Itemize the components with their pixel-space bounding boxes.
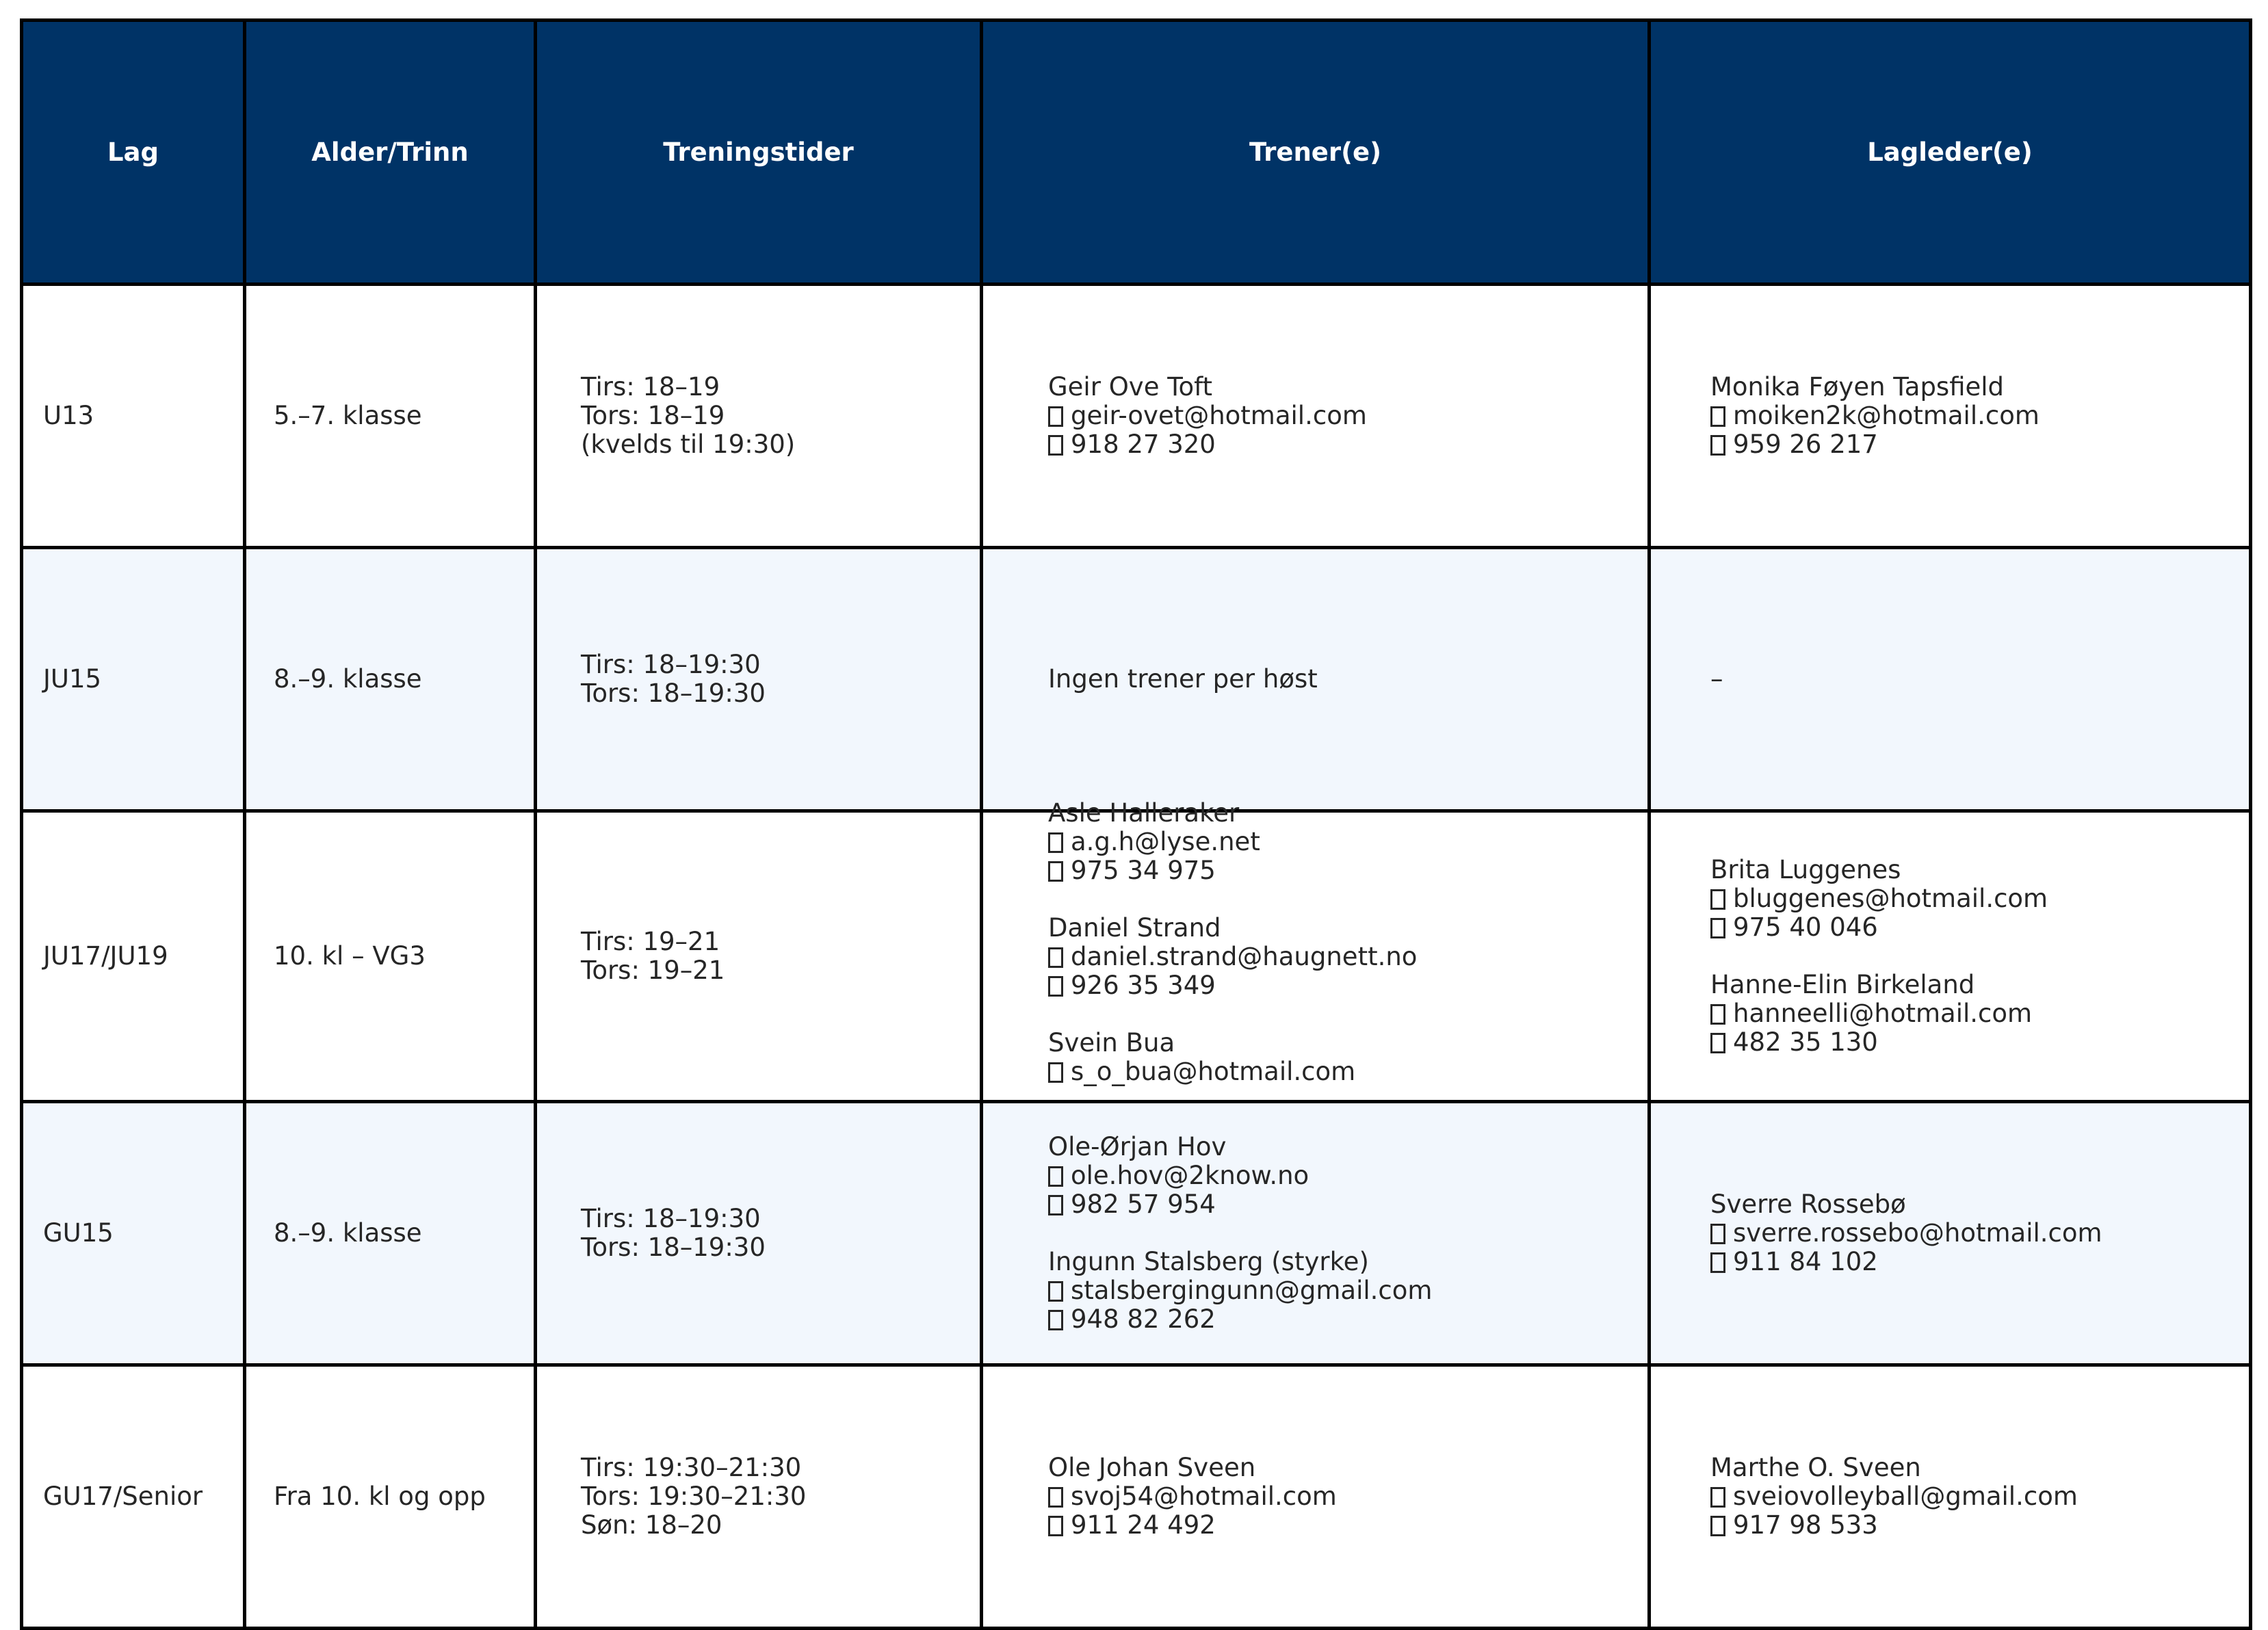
phone-icon (1710, 918, 1725, 938)
manager-phone[interactable]: 975 40 046 (1733, 912, 1878, 942)
phone-icon (1710, 1516, 1725, 1536)
training-time: Tirs: 18–19 (581, 372, 720, 402)
times-cell (536, 811, 982, 1102)
email-icon (1048, 1281, 1063, 1302)
email-icon (1710, 1224, 1725, 1244)
times-cell (536, 548, 982, 811)
manager-email[interactable]: sveiovolleyball@gmail.com (1733, 1482, 2078, 1511)
manager-phone[interactable]: 959 26 217 (1733, 430, 1878, 459)
team-name: U13 (43, 401, 94, 430)
table-row (22, 1365, 2251, 1629)
email-icon (1710, 889, 1725, 910)
age-group: 8.–9. klasse (274, 1218, 422, 1248)
manager-phone[interactable]: 911 84 102 (1733, 1247, 1878, 1276)
spacer (1048, 1000, 1647, 1029)
header-team: Lag (22, 21, 245, 285)
manager-phone[interactable]: 917 98 533 (1733, 1510, 1878, 1540)
team-name: GU15 (43, 1218, 114, 1248)
email-icon (1048, 947, 1063, 968)
team-name: JU15 (43, 664, 102, 694)
email-icon (1710, 1487, 1725, 1508)
no-coach-note: Ingen trener per høst (1048, 664, 1318, 694)
training-time: Tirs: 18–19:30 (581, 1204, 761, 1233)
managers-cell (1650, 285, 2251, 548)
team-name: JU17/JU19 (43, 941, 168, 971)
coach-name: Ole Johan Sveen (1048, 1453, 1256, 1482)
training-time: Tirs: 18–19:30 (581, 650, 761, 679)
header-row (22, 21, 2251, 285)
coach-email[interactable]: svoj54@hotmail.com (1071, 1482, 1337, 1511)
team-cell (22, 285, 245, 548)
email-icon (1048, 406, 1063, 427)
coach-phone[interactable]: 926 35 349 (1071, 971, 1216, 1000)
coach-name: Asle Halleraker (1048, 798, 1240, 828)
training-time: Tors: 19:30–21:30 (581, 1482, 807, 1511)
manager-email[interactable]: moiken2k@hotmail.com (1733, 401, 2039, 430)
manager-name: Marthe O. Sveen (1710, 1453, 1921, 1482)
training-time: Tors: 18–19 (581, 401, 725, 430)
manager-name: Monika Føyen Tapsfield (1710, 372, 2005, 402)
email-icon (1710, 1004, 1725, 1025)
phone-icon (1048, 1516, 1063, 1536)
coach-email[interactable]: a.g.h@lyse.net (1071, 827, 1260, 856)
header-coaches: Trener(e) (982, 21, 1650, 285)
coaches-cell (982, 548, 1650, 811)
age-group: 5.–7. klasse (274, 401, 422, 430)
age-cell (245, 285, 536, 548)
times-cell (536, 1102, 982, 1365)
coach-email[interactable]: geir-ovet@hotmail.com (1071, 401, 1367, 430)
phone-icon (1710, 1033, 1725, 1053)
team-cell (22, 1365, 245, 1629)
email-icon (1048, 832, 1063, 853)
team-name: GU17/Senior (43, 1482, 203, 1511)
age-cell (245, 1102, 536, 1365)
manager-email[interactable]: hanneelli@hotmail.com (1733, 999, 2033, 1028)
email-icon (1048, 1487, 1063, 1508)
age-cell (245, 548, 536, 811)
spacer (1048, 885, 1647, 914)
age-cell (245, 811, 536, 1102)
spacer (1048, 1219, 1647, 1248)
coaches-cell (982, 1102, 1650, 1365)
phone-icon (1710, 1252, 1725, 1273)
phone-icon (1048, 1310, 1063, 1330)
phone-icon (1710, 435, 1725, 456)
coach-name: Daniel Strand (1048, 913, 1221, 943)
coach-email[interactable]: daniel.strand@haugnett.no (1071, 942, 1418, 971)
manager-email[interactable]: bluggenes@hotmail.com (1733, 884, 2048, 913)
coach-email[interactable]: s_o_bua@hotmail.com (1071, 1057, 1356, 1086)
managers-cell (1650, 1365, 2251, 1629)
training-time: (kvelds til 19:30) (581, 430, 796, 459)
coach-email[interactable]: ole.hov@2know.no (1071, 1161, 1309, 1190)
phone-icon (1048, 976, 1063, 997)
header-age: Alder/Trinn (245, 21, 536, 285)
times-cell (536, 285, 982, 548)
age-group: 8.–9. klasse (274, 664, 422, 694)
table-row (22, 285, 2251, 548)
coaches-cell (982, 1365, 1650, 1629)
manager-name: Sverre Rossebø (1710, 1189, 1906, 1219)
manager-name: Brita Luggenes (1710, 855, 1901, 884)
coach-email[interactable]: stalsbergingunn@gmail.com (1071, 1276, 1433, 1305)
coach-phone[interactable]: 975 34 975 (1071, 856, 1216, 885)
email-icon (1048, 1062, 1063, 1083)
coach-phone[interactable]: 948 82 262 (1071, 1304, 1216, 1334)
manager-email[interactable]: sverre.rossebo@hotmail.com (1733, 1218, 2102, 1248)
table-row (22, 548, 2251, 811)
coach-phone[interactable]: 911 24 492 (1071, 1510, 1216, 1540)
manager-phone[interactable]: 482 35 130 (1733, 1027, 1878, 1057)
age-group: 10. kl – VG3 (274, 941, 426, 971)
training-time: Tors: 18–19:30 (581, 679, 766, 708)
team-cell (22, 811, 245, 1102)
coach-name: Ingunn Stalsberg (styrke) (1048, 1247, 1369, 1276)
table-row (22, 1102, 2251, 1365)
team-contact-table (20, 18, 2252, 1630)
training-time: Søn: 18–20 (581, 1510, 722, 1540)
manager-name: Hanne-Elin Birkeland (1710, 970, 1975, 999)
age-cell (245, 1365, 536, 1629)
team-cell (22, 548, 245, 811)
email-icon (1710, 406, 1725, 427)
training-time: Tirs: 19:30–21:30 (581, 1453, 802, 1482)
coach-phone[interactable]: 982 57 954 (1071, 1189, 1216, 1219)
phone-icon (1048, 435, 1063, 456)
no-manager-dash: – (1710, 664, 1723, 694)
spacer (1710, 942, 2249, 971)
managers-cell (1650, 1102, 2251, 1365)
email-icon (1048, 1166, 1063, 1187)
team-cell (22, 1102, 245, 1365)
coach-phone[interactable]: 918 27 320 (1071, 430, 1216, 459)
coach-name: Ole-Ørjan Hov (1048, 1132, 1227, 1161)
coaches-cell (982, 798, 1650, 1102)
phone-icon (1048, 1195, 1063, 1215)
header-managers: Lagleder(e) (1650, 21, 2251, 285)
age-group: Fra 10. kl og opp (274, 1482, 486, 1511)
table-row (22, 811, 2251, 1102)
header-training-times: Treningstider (536, 21, 982, 285)
managers-cell (1650, 548, 2251, 811)
training-time: Tors: 19–21 (581, 956, 725, 985)
times-cell (536, 1365, 982, 1629)
training-time: Tors: 18–19:30 (581, 1233, 766, 1262)
phone-icon (1048, 861, 1063, 882)
coach-name: Geir Ove Toft (1048, 372, 1213, 402)
managers-cell (1650, 811, 2251, 1102)
coach-name: Svein Bua (1048, 1028, 1175, 1057)
coaches-cell (982, 285, 1650, 548)
training-time: Tirs: 19–21 (581, 927, 720, 956)
